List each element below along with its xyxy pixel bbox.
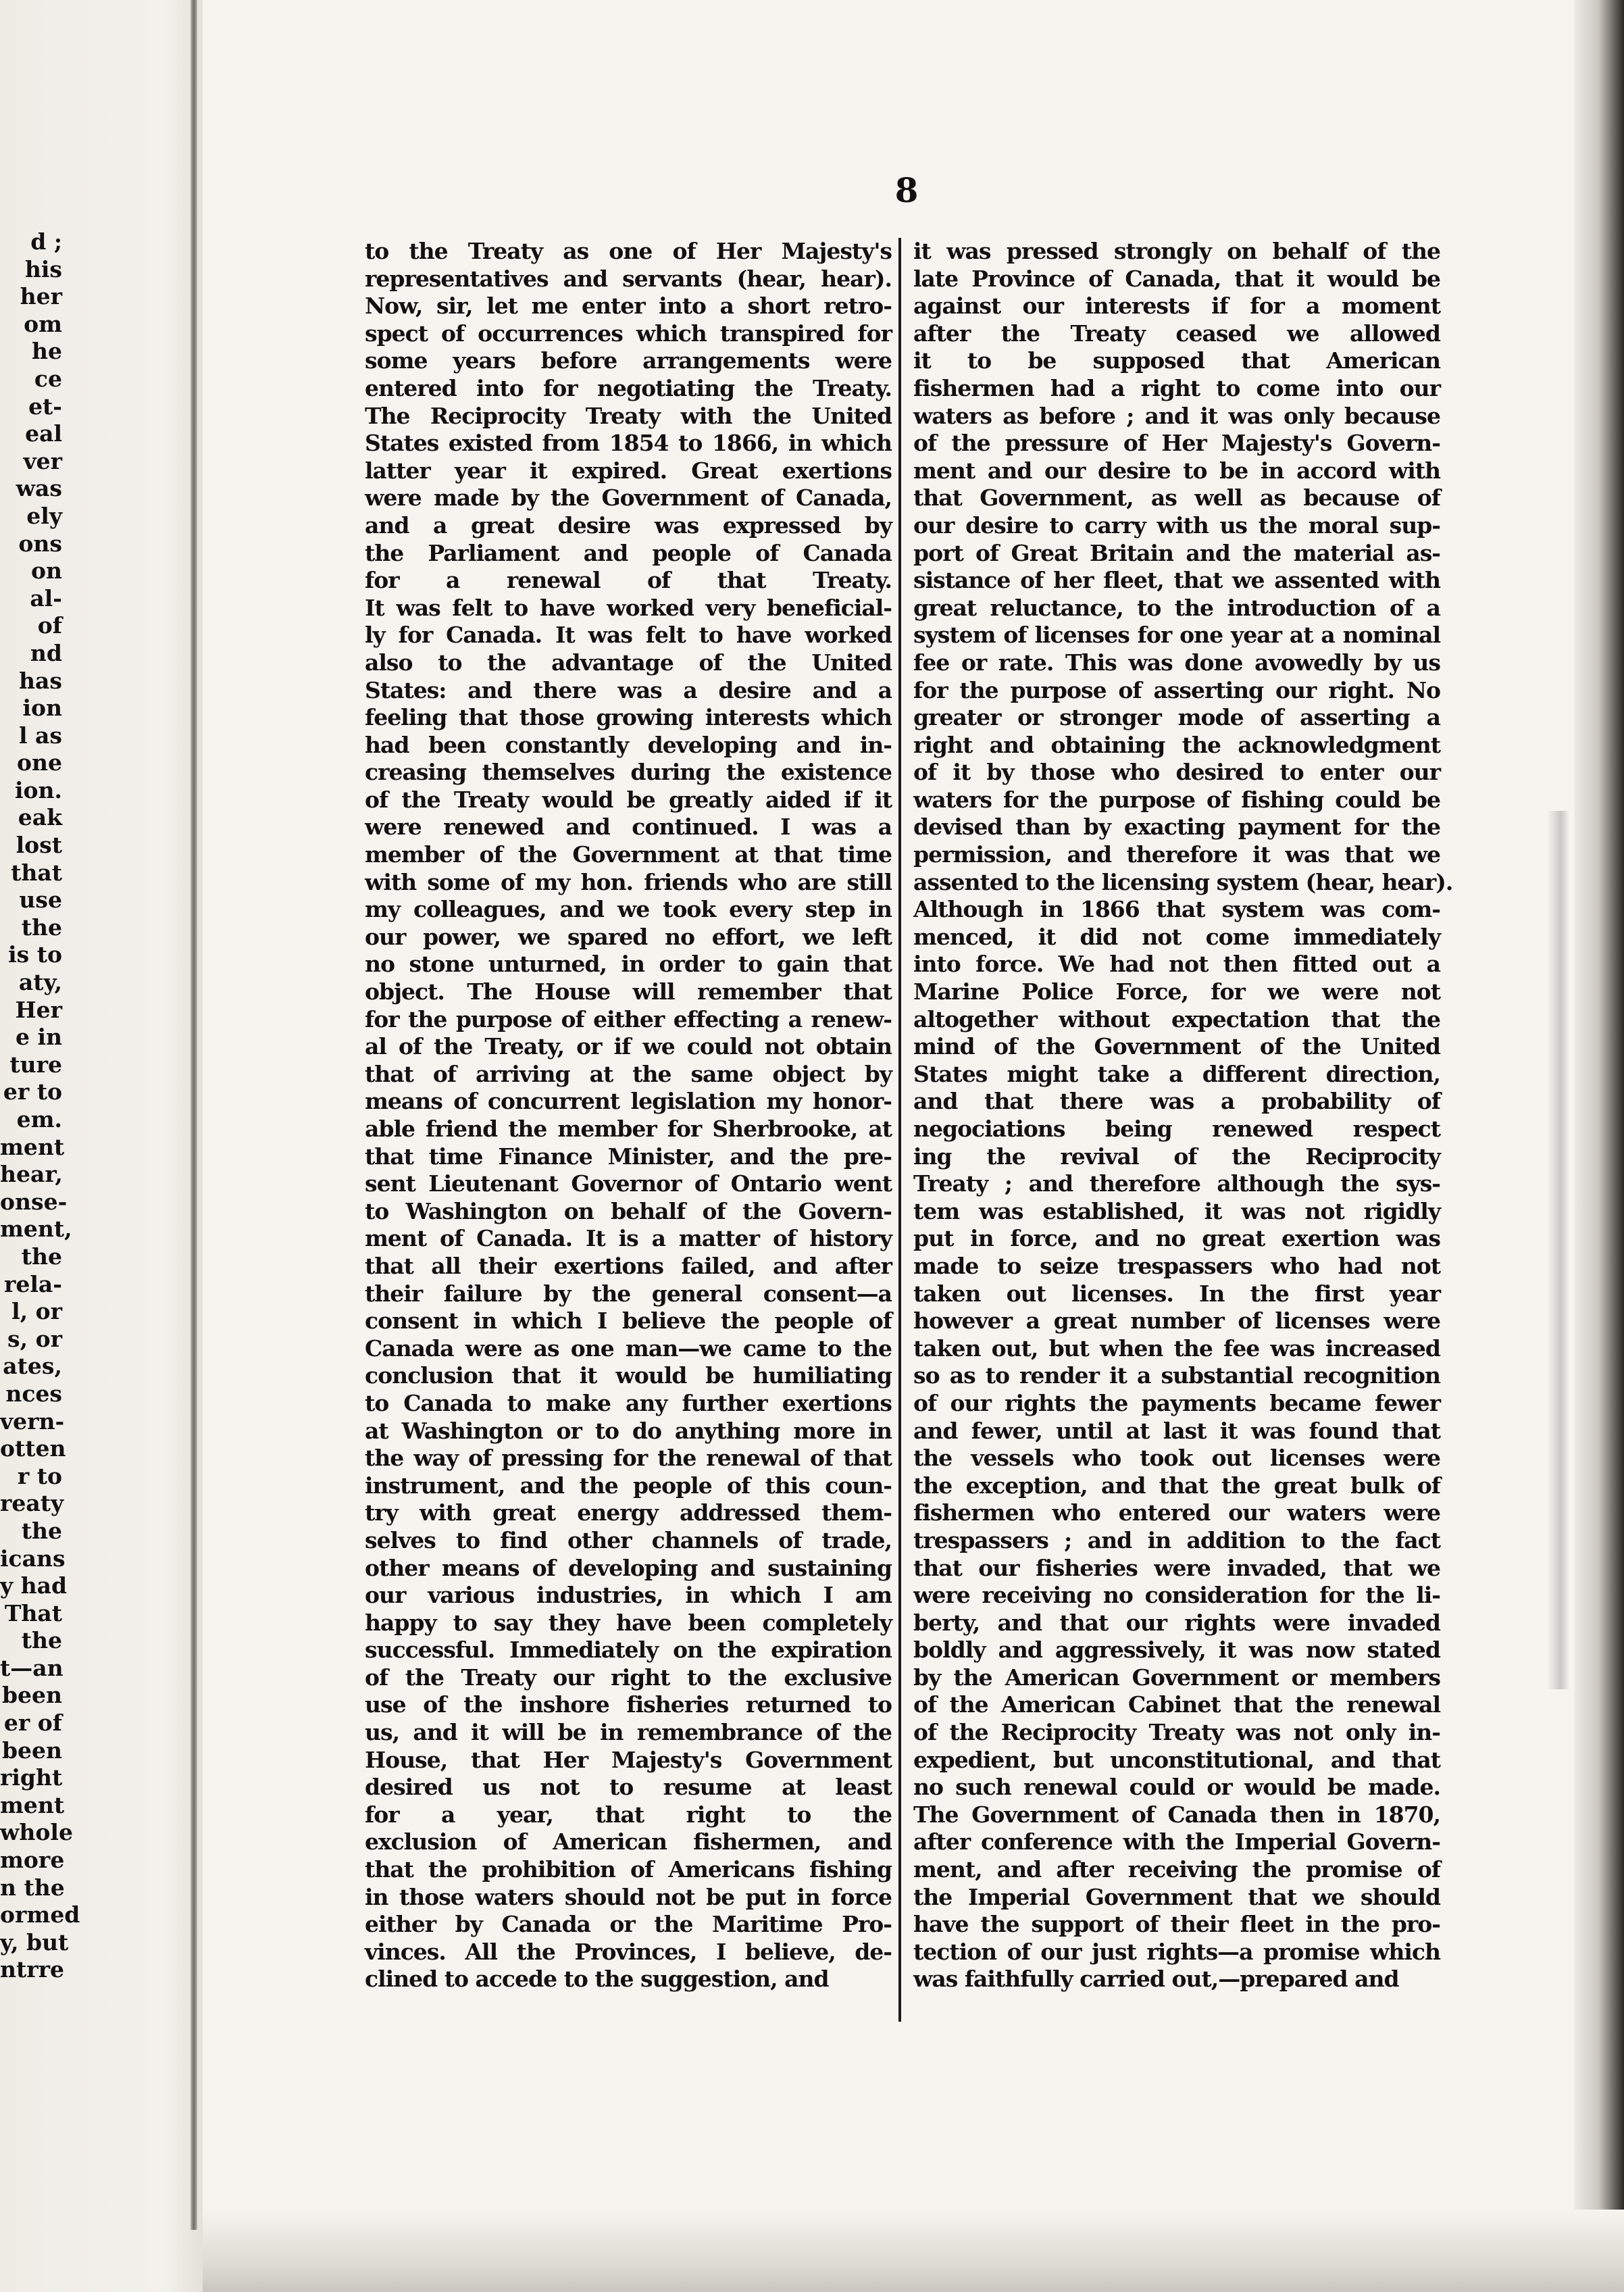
previous-page-fragment: reaty <box>0 1490 64 1517</box>
text-line: waters for the purpose of fishing could be <box>913 786 1440 813</box>
text-line: system of licenses for one year at a nominal <box>913 622 1440 649</box>
text-line: for a year, that right to the <box>365 1801 892 1828</box>
text-line: fishermen who entered our waters were <box>913 1499 1440 1526</box>
text-line: us, and it will be in remembrance of the <box>365 1719 892 1746</box>
previous-page-fragment: ion. <box>14 776 62 803</box>
text-line: representatives and servants (hear, hear). <box>365 265 892 292</box>
previous-page-fragment: was <box>16 475 62 502</box>
previous-page-fragment: more <box>0 1847 65 1874</box>
text-line: was faithfully carried out,—prepared and <box>913 1966 1399 1993</box>
column-divider <box>898 238 901 2022</box>
text-line: the way of pressing for the renewal of that <box>365 1445 892 1472</box>
text-line: after the Treaty ceased we allowed <box>913 320 1440 347</box>
text-line: expedient, but unconstitutional, and that <box>913 1746 1440 1773</box>
text-line: some years before arrangements were <box>365 347 892 374</box>
text-line: ly for Canada. It was felt to have worked <box>365 622 892 649</box>
text-line: instrument, and the people of this coun- <box>365 1472 892 1499</box>
previous-page-fragment: is to <box>8 941 62 968</box>
text-line: latter year it expired. Great exertions <box>365 457 892 484</box>
text-line: either by Canada or the Maritime Pro- <box>365 1911 892 1938</box>
text-line: no such renewal could or would be made. <box>913 1774 1440 1801</box>
text-line: were receiving no consideration for the li- <box>913 1582 1440 1609</box>
previous-page-fragment: ment <box>0 1133 65 1160</box>
text-line: were renewed and continued. I was a <box>365 814 892 841</box>
previous-page-fragment: icans <box>0 1545 66 1572</box>
text-line: waters as before ; and it was only because <box>913 402 1440 429</box>
previous-page-fragment: e in <box>15 1024 62 1051</box>
text-line: assented to the licensing system (hear, hear). <box>913 868 1453 895</box>
previous-page-fragment: ely <box>26 502 62 529</box>
text-line: had been constantly developing and in- <box>365 731 892 758</box>
previous-page-fragment: the <box>21 1243 62 1270</box>
previous-page-fragment: he <box>32 338 62 365</box>
text-line: taken out, but when the fee was increased <box>913 1335 1440 1362</box>
text-line: of the Reciprocity Treaty was not only in- <box>913 1719 1440 1746</box>
previous-page-fragment-column <box>0 228 80 2066</box>
text-line: ment, and after receiving the promise of <box>913 1856 1440 1883</box>
text-line: to the Treaty as one of Her Majesty's <box>365 238 892 264</box>
previous-page-fragment: aty, <box>18 969 62 996</box>
text-line: and a great desire was expressed by <box>365 512 892 539</box>
text-line: devised than by exacting payment for the <box>913 814 1440 841</box>
previous-page-fragment: om <box>24 310 62 337</box>
text-line: try with great energy addressed them- <box>365 1499 892 1526</box>
previous-page-fragment: been <box>1 1682 62 1709</box>
previous-page-fragment: ons <box>18 530 62 557</box>
text-line: of the Treaty would be greatly aided if it <box>365 786 892 813</box>
text-line: mind of the Government of the United <box>913 1033 1440 1060</box>
text-line: of the Treaty our right to the exclusive <box>365 1664 892 1691</box>
text-line: for the purpose of asserting our right. No <box>913 676 1440 703</box>
text-line: menced, it did not come immediately <box>913 923 1440 950</box>
text-line: al of the Treaty, or if we could not obtain <box>365 1033 892 1060</box>
page-number: 8 <box>894 170 919 210</box>
text-line: ment of Canada. It is a matter of history <box>365 1225 892 1252</box>
previous-page-fragment: n the <box>0 1874 65 1901</box>
text-line: and that there was a probability of <box>913 1088 1440 1115</box>
previous-page-fragment: r to <box>17 1462 62 1489</box>
text-line: Now, sir, let me enter into a short retro- <box>365 293 892 320</box>
text-line: of the pressure of Her Majesty's Govern- <box>913 430 1440 457</box>
text-line: late Province of Canada, that it would be <box>913 265 1440 292</box>
text-line: it was pressed strongly on behalf of the <box>913 238 1440 264</box>
text-line: consent in which I believe the people of <box>365 1307 892 1335</box>
previous-page-fragment: ment <box>0 1791 65 1818</box>
page-edge-bottom <box>203 2210 1624 2292</box>
text-line: also to the advantage of the United <box>365 649 892 676</box>
text-line: selves to find other channels of trade, <box>365 1526 892 1553</box>
text-line: our power, we spared no effort, we left <box>365 923 892 950</box>
text-line: able friend the member for Sherbrooke, at <box>365 1116 892 1142</box>
text-line: after conference with the Imperial Govern- <box>913 1828 1440 1855</box>
previous-page-fragment: er to <box>3 1078 62 1105</box>
previous-page-fragment: on <box>30 557 62 584</box>
previous-page-fragment: one <box>17 749 62 776</box>
text-line: the Imperial Government that we should <box>913 1883 1440 1910</box>
text-line: clined to accede to the suggestion, and <box>365 1966 829 1993</box>
previous-page-fragment: eal <box>25 420 62 447</box>
text-line: creasing themselves during the existence <box>365 759 892 786</box>
text-line: exclusion of American fishermen, and <box>365 1828 892 1855</box>
previous-page-fragment: use <box>19 887 62 914</box>
text-line: tection of our just rights—a promise which <box>913 1938 1440 1965</box>
text-line: States existed from 1854 to 1866, in which <box>365 430 892 457</box>
text-line: vinces. All the Provinces, I believe, de- <box>365 1938 892 1965</box>
text-line: fishermen had a right to come into our <box>913 374 1440 401</box>
text-line: that Government, as well as because of <box>913 484 1440 512</box>
previous-page-fragment: nces <box>5 1380 62 1407</box>
text-line: in those waters should not be put in force <box>365 1883 892 1910</box>
previous-page-fragment: ion <box>22 695 62 722</box>
previous-page-fragment: his <box>24 255 62 282</box>
previous-page-fragment: et- <box>28 393 62 420</box>
text-line: of our rights the payments became fewer <box>913 1389 1440 1416</box>
previous-page-fragment: been <box>1 1737 62 1764</box>
previous-page-fragment: vern- <box>0 1407 65 1435</box>
text-line: spect of occurrences which transpired for <box>365 320 892 347</box>
previous-page-fragment: the <box>21 1627 62 1654</box>
text-column-left <box>365 238 892 1993</box>
text-line: altogether without expectation that the <box>913 1005 1440 1032</box>
text-line: feeling that those growing interests which <box>365 704 892 731</box>
text-line: against our interests if for a moment <box>913 293 1440 320</box>
previous-page-fragment: That <box>4 1599 62 1626</box>
text-line: no stone unturned, in order to gain that <box>365 951 892 978</box>
text-line: Treaty ; and therefore although the sys- <box>913 1170 1440 1197</box>
text-line: that of arriving at the same object by <box>365 1060 892 1087</box>
text-line: that the prohibition of Americans fishing <box>365 1856 892 1883</box>
previous-page-fragment: her <box>20 283 62 310</box>
text-line: Although in 1866 that system was com- <box>913 896 1440 923</box>
text-line: Canada were as one man—we came to the <box>365 1335 892 1362</box>
text-line: have the support of their fleet in the pro- <box>913 1911 1440 1938</box>
previous-page-fragment: nd <box>30 639 62 666</box>
text-column-right <box>913 238 1453 1993</box>
text-line: to Canada to make any further exertions <box>365 1389 892 1416</box>
text-line: however a great number of licenses were <box>913 1307 1440 1335</box>
text-line: greater or stronger mode of asserting a <box>913 704 1440 731</box>
previous-page-fragment: ture <box>9 1051 62 1078</box>
text-line: happy to say they have been completely <box>365 1609 892 1636</box>
text-line: to Washington on behalf of the Govern- <box>365 1197 892 1224</box>
text-line: sent Lieutenant Governor of Ontario went <box>365 1170 892 1197</box>
text-line: means of concurrent legislation my honor- <box>365 1088 892 1115</box>
previous-page-fragment: right <box>0 1764 63 1791</box>
text-line: that all their exertions failed, and after <box>365 1252 892 1279</box>
text-line: negociations being renewed respect <box>913 1116 1440 1142</box>
text-line: tem was established, it was not rigidly <box>913 1197 1440 1224</box>
text-line: The Reciprocity Treaty with the United <box>365 402 892 429</box>
text-line: that our fisheries were invaded, that we <box>913 1554 1440 1581</box>
previous-page-fragment: er of <box>3 1710 62 1737</box>
previous-page-fragment: eak <box>18 804 62 831</box>
text-line: right and obtaining the acknowledgment <box>913 731 1440 758</box>
previous-page-fragment: ormed <box>0 1901 80 1928</box>
previous-page-fragment: d ; <box>30 228 62 255</box>
previous-page-fragment: Her <box>15 996 62 1023</box>
text-line: made to seize trespassers who had not <box>913 1252 1440 1279</box>
text-line: so as to render it a substantial recognition <box>913 1362 1440 1389</box>
text-line: trespassers ; and in addition to the fact <box>913 1526 1440 1553</box>
previous-page-fragment: em. <box>16 1106 62 1132</box>
text-line: successful. Immediately on the expiration <box>365 1637 892 1664</box>
text-line: the vessels who took out licenses were <box>913 1445 1440 1472</box>
text-line: conclusion that it would be humiliating <box>365 1362 892 1389</box>
previous-page-fragment: l, or <box>11 1298 62 1325</box>
text-line: for the purpose of either effecting a renew- <box>365 1005 892 1032</box>
text-line: and fewer, until at last it was found that <box>913 1417 1440 1444</box>
previous-page-fragment: al- <box>30 584 62 612</box>
text-line: their failure by the general consent—a <box>365 1280 892 1307</box>
text-line: were made by the Government of Canada, <box>365 484 892 512</box>
text-line: berty, and that our rights were invaded <box>913 1609 1440 1636</box>
previous-page-fragment: of <box>37 612 62 639</box>
text-line: boldly and aggressively, it was now stated <box>913 1637 1440 1664</box>
text-line: House, that Her Majesty's Government <box>365 1746 892 1773</box>
text-line: other means of developing and sustaining <box>365 1554 892 1581</box>
previous-page-fragment: y had <box>0 1572 68 1599</box>
text-line: object. The House will remember that <box>365 978 892 1005</box>
text-line: member of the Government at that time <box>365 841 892 868</box>
text-line: permission, and therefore it was that we <box>913 841 1440 868</box>
text-line: use of the inshore fisheries returned to <box>365 1691 892 1718</box>
previous-page-fragment: l as <box>19 722 62 749</box>
previous-page-fragment: the <box>21 914 62 941</box>
text-line: the Parliament and people of Canada <box>365 539 892 566</box>
text-line: States: and there was a desire and a <box>365 676 892 703</box>
text-line: great reluctance, to the introduction of a <box>913 594 1440 621</box>
previous-page-fragment: otten <box>0 1435 66 1462</box>
text-line: fee or rate. This was done avowedly by us <box>913 649 1440 676</box>
previous-page-fragment: that <box>11 859 62 886</box>
text-line: entered into for negotiating the Treaty. <box>365 374 892 401</box>
page-edge-right <box>1574 0 1624 2292</box>
previous-page-fragment: ce <box>34 365 62 392</box>
text-line: of it by those who desired to enter our <box>913 759 1440 786</box>
text-line: at Washington or to do anything more in <box>365 1417 892 1444</box>
text-line: our various industries, in which I am <box>365 1582 892 1609</box>
previous-page-fragment: whole <box>0 1819 73 1846</box>
text-line: Marine Police Force, for we were not <box>913 978 1440 1005</box>
previous-page-fragment: has <box>19 667 62 694</box>
previous-page-fragment: lost <box>16 832 62 859</box>
book-gutter <box>191 0 197 2230</box>
page-curl-shadow <box>1547 811 1570 1689</box>
text-line: our desire to carry with us the moral sup- <box>913 512 1440 539</box>
text-line: taken out licenses. In the first year <box>913 1280 1440 1307</box>
text-line: the exception, and that the great bulk of <box>913 1472 1440 1499</box>
previous-page-fragment: ates, <box>3 1353 62 1380</box>
previous-page-fragment: s, or <box>7 1325 62 1352</box>
text-line: it to be supposed that American <box>913 347 1440 374</box>
previous-page-fragment: t—an <box>0 1654 64 1681</box>
text-line: port of Great Britain and the material as- <box>913 539 1440 566</box>
text-line: sistance of her fleet, that we assented with <box>913 567 1440 594</box>
text-line: that time Finance Minister, and the pre- <box>365 1143 892 1170</box>
text-line: with some of my hon. friends who are still <box>365 868 892 895</box>
text-line: desired us not to resume at least <box>365 1774 892 1801</box>
text-line: my colleagues, and we took every step in <box>365 896 892 923</box>
text-line: of the American Cabinet that the renewal <box>913 1691 1440 1718</box>
text-line: It was felt to have worked very beneficial- <box>365 594 892 621</box>
text-line: put in force, and no great exertion was <box>913 1225 1440 1252</box>
previous-page-fragment: ver <box>23 447 62 474</box>
previous-page-fragment: ment, <box>0 1216 72 1243</box>
text-line: States might take a different direction, <box>913 1060 1440 1087</box>
text-line: into force. We had not then fitted out a <box>913 951 1440 978</box>
text-line: by the American Government or members <box>913 1664 1440 1691</box>
previous-page-fragment: rela- <box>4 1270 62 1297</box>
previous-page-fragment: the <box>21 1517 62 1544</box>
previous-page-fragment: onse- <box>0 1188 68 1215</box>
previous-page-fragment: hear, <box>0 1161 63 1188</box>
previous-page-fragment: y, but <box>0 1928 69 1955</box>
previous-page-fragment: ntrre <box>0 1956 65 1983</box>
text-line: ing the revival of the Reciprocity <box>913 1143 1440 1170</box>
text-line: ment and our desire to be in accord with <box>913 457 1440 484</box>
text-line: for a renewal of that Treaty. <box>365 567 892 594</box>
text-line: The Government of Canada then in 1870, <box>913 1801 1440 1828</box>
